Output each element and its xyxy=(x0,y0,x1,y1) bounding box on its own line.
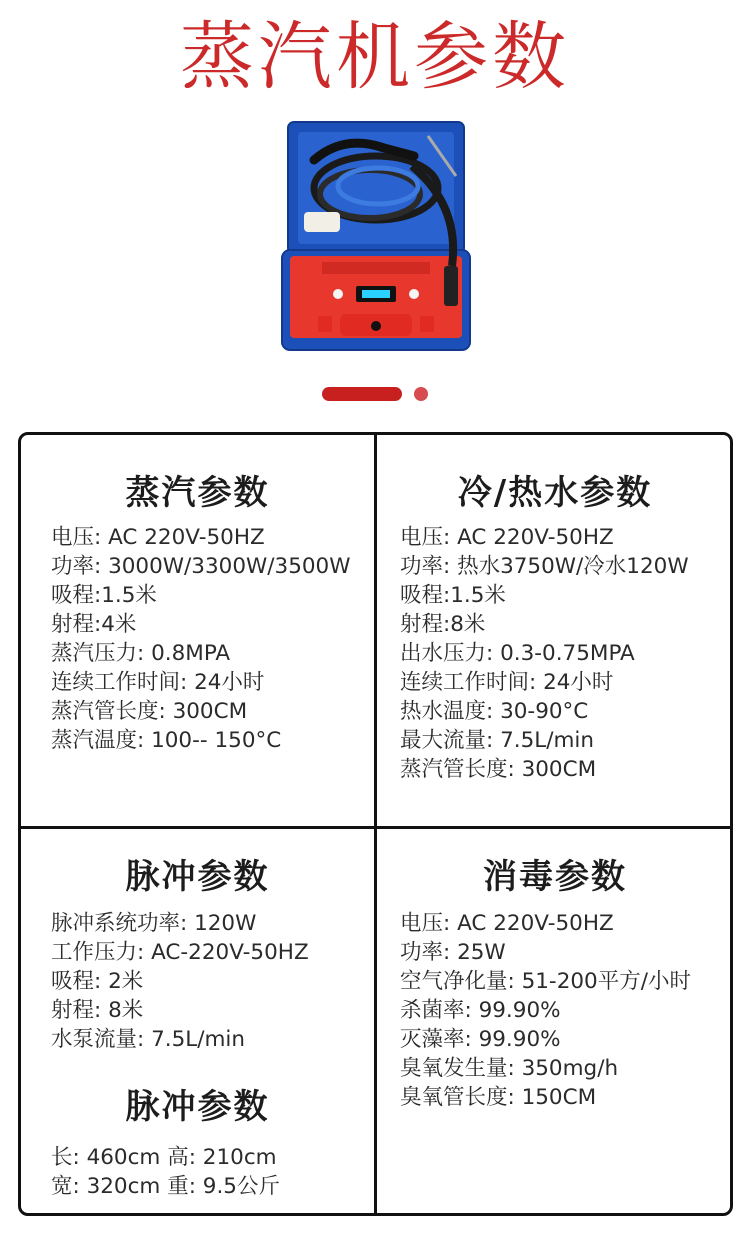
spec-line: 臭氧发生量: 350mg/h xyxy=(400,1056,619,1081)
spec-line: 功率: 热水3750W/冷水120W xyxy=(400,554,689,579)
page-title: 蒸汽机参数 xyxy=(180,14,570,100)
spec-line: 吸程:1.5米 xyxy=(400,583,506,608)
dimension-spec-list xyxy=(51,1143,280,1201)
spec-line: 灭藻率: 99.90% xyxy=(400,1027,561,1052)
spec-line: 电压: AC 220V-50HZ xyxy=(400,911,614,936)
pulse-spec-cell xyxy=(21,829,374,1213)
water-spec-list xyxy=(400,523,689,784)
spec-line: 吸程:1.5米 xyxy=(51,583,157,608)
steam-spec-list xyxy=(51,523,351,755)
spec-line: 功率: 25W xyxy=(400,940,506,965)
spec-table xyxy=(18,432,733,1216)
spec-line: 蒸汽管长度: 300CM xyxy=(51,699,248,724)
carousel-dot-active[interactable] xyxy=(322,387,402,401)
spec-line: 蒸汽温度: 100-- 150°C xyxy=(51,728,282,753)
spec-line: 射程:4米 xyxy=(51,612,137,637)
spec-line: 长: 460cm 高: 210cm xyxy=(51,1145,277,1170)
spec-line: 臭氧管长度: 150CM xyxy=(400,1085,597,1110)
disinfect-spec-cell xyxy=(377,829,733,1213)
disinfect-spec-list xyxy=(400,909,691,1112)
spec-line: 最大流量: 7.5L/min xyxy=(400,728,595,753)
spec-line: 连续工作时间: 24小时 xyxy=(400,670,614,695)
spec-line: 功率: 3000W/3300W/3500W xyxy=(51,554,351,579)
spec-line: 蒸汽压力: 0.8MPA xyxy=(51,641,231,666)
steam-spec-heading: 蒸汽参数 xyxy=(125,473,270,513)
water-spec-cell xyxy=(377,435,733,826)
spec-line: 脉冲系统功率: 120W xyxy=(51,911,257,936)
spec-line: 电压: AC 220V-50HZ xyxy=(400,525,614,550)
spec-line: 电压: AC 220V-50HZ xyxy=(51,525,265,550)
spec-line: 连续工作时间: 24小时 xyxy=(51,670,265,695)
steam-spec-cell xyxy=(21,435,374,826)
spec-line: 空气净化量: 51-200平方/小时 xyxy=(400,969,691,994)
carousel-dot[interactable] xyxy=(414,387,428,401)
water-spec-heading: 冷/热水参数 xyxy=(457,473,653,513)
spec-line: 热水温度: 30-90°C xyxy=(400,699,589,724)
dimension-spec-heading: 脉冲参数 xyxy=(125,1087,270,1127)
spec-line: 蒸汽管长度: 300CM xyxy=(400,757,597,782)
carousel-indicator xyxy=(0,387,750,403)
spec-line: 宽: 320cm 重: 9.5公斤 xyxy=(51,1174,280,1199)
steam-machine-product-image xyxy=(278,116,474,362)
spec-line: 射程:8米 xyxy=(400,612,486,637)
disinfect-spec-heading: 消毒参数 xyxy=(483,857,627,897)
pulse-spec-list xyxy=(51,909,309,1054)
spec-line: 水泵流量: 7.5L/min xyxy=(51,1027,246,1052)
pulse-spec-heading: 脉冲参数 xyxy=(125,857,270,897)
spec-line: 出水压力: 0.3-0.75MPA xyxy=(400,641,635,666)
spec-line: 吸程: 2米 xyxy=(51,969,144,994)
spec-line: 工作压力: AC-220V-50HZ xyxy=(51,940,309,965)
spec-line: 射程: 8米 xyxy=(51,998,144,1023)
spec-line: 杀菌率: 99.90% xyxy=(400,998,561,1023)
